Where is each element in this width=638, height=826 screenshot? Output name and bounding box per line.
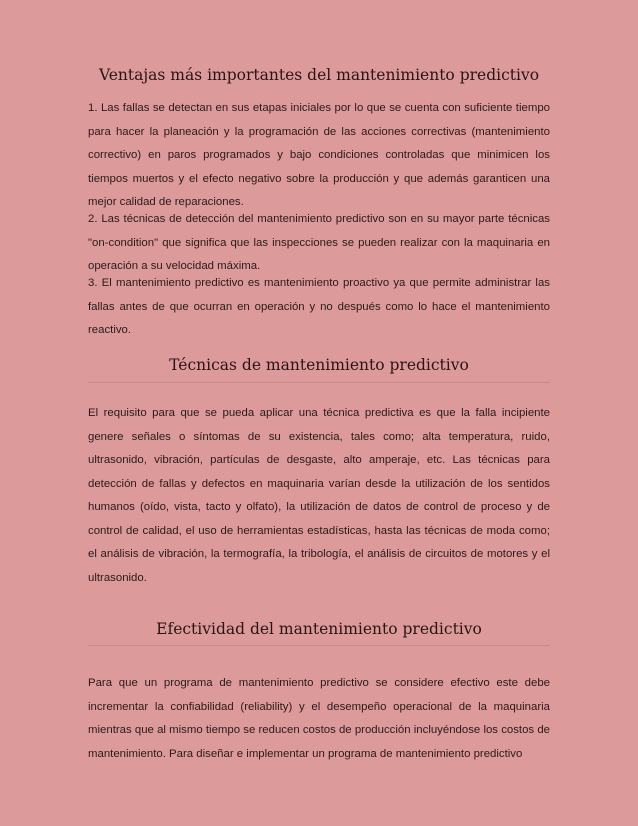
section-heading-ventajas: Ventajas más importantes del mantenimiento predictivo bbox=[98, 66, 540, 84]
heading-underline-tecnicas bbox=[88, 382, 550, 383]
section-heading-tecnicas: Técnicas de mantenimiento predictivo bbox=[169, 356, 469, 374]
paragraph-efectividad: Para que un programa de mantenimiento predictivo se considere efectivo este debe incrementar la confiabilidad (reliability) y el desempeño operacional de la maquinaria mientras que al mismo tiempo se reducen costos de producción incluyéndose los costos de mantenimiento. Para diseñar e implementar un programa de mantenimiento predictivo bbox=[88, 677, 550, 760]
heading-underline-efectividad bbox=[88, 645, 550, 646]
paragraph-ventaja-2: 2. Las técnicas de detección del mantenimiento predictivo son en su mayor parte técnicas "on-condition" que significa que las inspecciones se pueden realizar con la maquinaria en operación a su velocidad máxima. bbox=[88, 213, 550, 272]
paragraph-tecnicas: El requisito para que se pueda aplicar una técnica predictiva es que la falla incipiente genere señales o síntomas de su existencia, tales como; alta temperatura, ruido, ultrasonido, vibración, partículas de desgaste, alto amperaje, etc. Las técnicas para detección de fallas y defectos en maquinaria varían desde la utilización de los sentidos humanos (oído, vista, tacto y olfato), la utilización de datos de control de proceso y de control de calidad, el uso de herramientas estadísticas, hasta las técnicas de moda como; el análisis de vibración, la termografía, la tribología, el análisis de circuitos de motores y el ultrasonido. bbox=[88, 407, 550, 584]
paragraph-ventaja-3: 3. El mantenimiento predictivo es mantenimiento proactivo ya que permite administrar las fallas antes de que ocurran en operación y no después como lo hace el mantenimiento reactivo. bbox=[88, 277, 550, 336]
paragraph-ventaja-1: 1. Las fallas se detectan en sus etapas iniciales por lo que se cuenta con suficiente tiempo para hacer la planeación y la programación de las acciones correctivas (mantenimiento correctivo) en paros programados y bajo condiciones controladas que minimicen los tiempos muertos y el efecto negativo sobre la producción y que además garanticen una mejor calidad de reparaciones. bbox=[88, 102, 550, 208]
section-heading-efectividad: Efectividad del mantenimiento predictivo bbox=[156, 620, 482, 638]
